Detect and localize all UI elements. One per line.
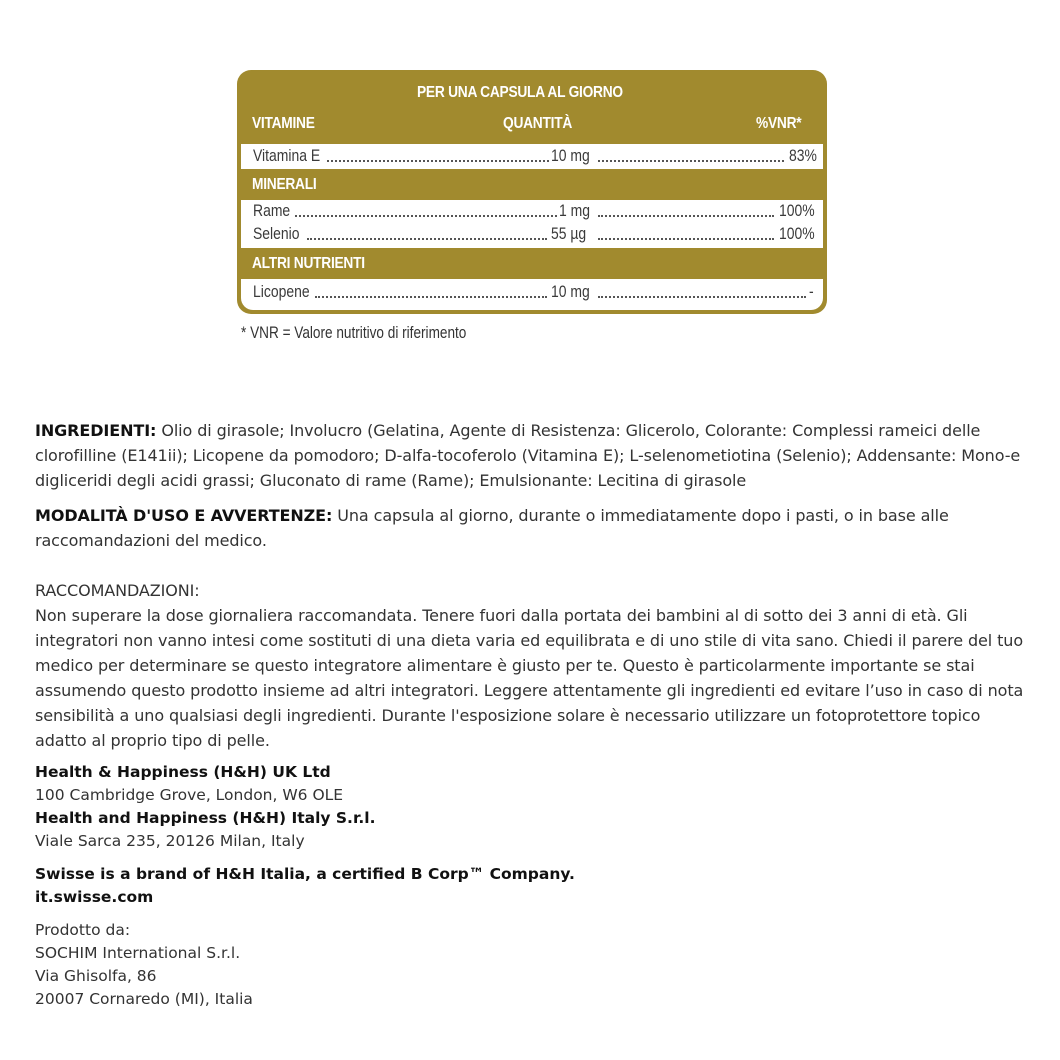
vnr-footnote: * VNR = Valore nutritivo di riferimento	[241, 323, 467, 342]
vitamine-rows	[241, 144, 823, 169]
nutrient-quantity: 1 mg	[559, 201, 590, 220]
table-title: PER UNA CAPSULA AL GIORNO	[417, 84, 623, 101]
section-header-altri-nutrienti: ALTRI NUTRIENTI	[252, 255, 365, 272]
nutrient-name: Selenio	[253, 224, 300, 243]
recommendations-heading: RACCOMANDAZIONI:	[35, 581, 200, 600]
brand-website-link[interactable]: it.swisse.com	[35, 888, 154, 906]
brand-statement: Swisse is a brand of H&H Italia, a certified B Corp™ Company.	[35, 865, 575, 883]
producer-city: 20007 Cornaredo (MI), Italia	[35, 990, 253, 1008]
nutrient-quantity: 10 mg	[551, 282, 590, 301]
usage-text: Una capsula al giorno, durante o immediatamente dopo i pasti, o in base alle raccomandazioni del medico.	[35, 506, 949, 550]
brand-block	[35, 863, 575, 909]
nutrient-quantity: 55 µg	[551, 224, 587, 243]
company-block	[35, 761, 375, 853]
producer-label: Prodotto da:	[35, 921, 131, 939]
ingredients-label: INGREDIENTI:	[35, 421, 157, 440]
column-header-vnr: %VNR*	[756, 115, 802, 132]
ingredients-paragraph	[35, 418, 1035, 493]
altri-nutrienti-rows	[241, 279, 823, 310]
company-address-uk: 100 Cambridge Grove, London, W6 OLE	[35, 786, 344, 804]
nutrient-quantity: 10 mg	[551, 146, 590, 165]
ingredients-text: Olio di girasole; Involucro (Gelatina, Agente di Resistenza: Glicerolo, Colorante: Complessi rameici delle clorofilline (E141ii); Licopene da pomodoro; D-alfa-tocoferolo (Vitamina E); L-selenometiotina (Selenio); Addensante: Mono-e digliceridi degli acidi grassi; Gluconato di rame (Rame); Emulsionante: Lecitina di girasole	[35, 421, 1021, 490]
producer-block	[35, 919, 253, 1011]
company-name-uk: Health & Happiness (H&H) UK Ltd	[35, 763, 331, 781]
section-header-minerali: MINERALI	[252, 176, 317, 193]
table-row	[253, 201, 815, 223]
producer-street: Via Ghisolfa, 86	[35, 967, 157, 985]
minerali-rows	[241, 200, 823, 248]
nutrient-vnr: -	[809, 282, 814, 301]
nutrient-vnr: 83%	[789, 146, 817, 165]
nutrient-name: Licopene	[253, 282, 310, 301]
company-address-italy: Viale Sarca 235, 20126 Milan, Italy	[35, 832, 305, 850]
column-header-vitamine: VITAMINE	[252, 115, 315, 132]
table-row	[253, 282, 814, 304]
usage-paragraph	[35, 503, 1035, 553]
nutrient-vnr: 100%	[779, 224, 815, 243]
nutrient-name: Rame	[253, 201, 291, 220]
producer-name: SOCHIM International S.r.l.	[35, 944, 241, 962]
company-name-italy: Health and Happiness (H&H) Italy S.r.l.	[35, 809, 376, 827]
table-row	[253, 224, 815, 246]
nutrient-name: Vitamina E	[253, 146, 321, 165]
nutrient-vnr: 100%	[779, 201, 815, 220]
column-header-quantita: QUANTITÀ	[503, 115, 573, 132]
usage-label: MODALITÀ D'USO E AVVERTENZE:	[35, 506, 333, 525]
nutrition-table	[237, 70, 827, 314]
table-row	[253, 146, 817, 168]
recommendations-text: Non superare la dose giornaliera raccomandata. Tenere fuori dalla portata dei bambini al di sotto dei 3 anni di età. Gli integratori non vanno intesi come sostituti di una dieta varia ed equilibrata e di uno stile di vita sano. Chiedi il parere del tuo medico per determinare se questo integratore alimentare è giusto per te. Questo è particolarmente importante se stai assumendo questo prodotto insieme ad altri integratori. Leggere attentamente gli ingredienti ed evitare l’uso in caso di nota sensibilità a uno qualsiasi degli ingredienti. Durante l'esposizione solare è necessario utilizzare un fotoprotettore topico adatto al proprio tipo di pelle.	[35, 606, 1024, 750]
